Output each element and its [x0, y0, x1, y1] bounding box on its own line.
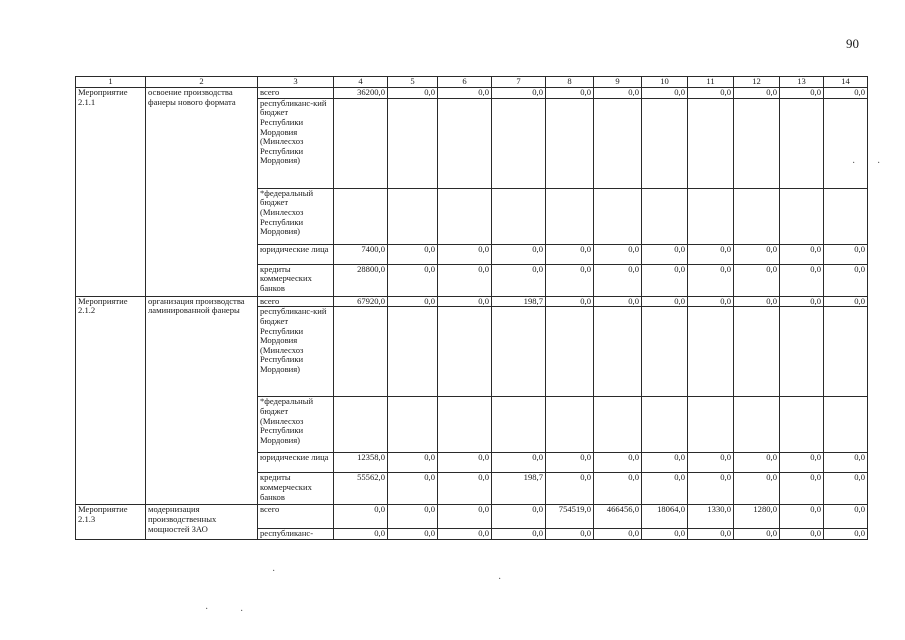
value-cell — [438, 98, 492, 188]
value-cell: 0,0 — [438, 453, 492, 473]
value-cell: 12358,0 — [334, 453, 388, 473]
header-cell: 8 — [546, 77, 594, 88]
value-cell — [546, 397, 594, 453]
budget-table — [75, 76, 868, 540]
value-cell: 0,0 — [594, 473, 642, 505]
value-cell: 0,0 — [688, 264, 734, 296]
value-cell — [438, 188, 492, 244]
header-cell: 14 — [824, 77, 868, 88]
value-cell: 0,0 — [642, 88, 688, 99]
header-cell: 12 — [734, 77, 780, 88]
value-cell: 0,0 — [438, 296, 492, 307]
value-cell: 0,0 — [642, 244, 688, 264]
header-cell: 11 — [688, 77, 734, 88]
value-cell: 0,0 — [688, 88, 734, 99]
value-cell — [780, 188, 824, 244]
value-cell: 0,0 — [546, 473, 594, 505]
value-cell: 18064,0 — [642, 505, 688, 529]
value-cell: 0,0 — [388, 244, 438, 264]
funding-source: юридические лица — [258, 244, 334, 264]
value-cell: 0,0 — [492, 88, 546, 99]
value-cell — [492, 98, 546, 188]
value-cell: 0,0 — [492, 505, 546, 529]
value-cell: 0,0 — [438, 473, 492, 505]
event-name: модернизация производственных мощностей ЗАО — [146, 505, 258, 540]
value-cell — [642, 307, 688, 397]
funding-source: *федеральный бюджет (Минлесхоз Республики Мордовия) — [258, 397, 334, 453]
value-cell: 0,0 — [594, 264, 642, 296]
value-cell — [334, 98, 388, 188]
value-cell — [492, 188, 546, 244]
funding-source: всего — [258, 505, 334, 529]
value-cell: 0,0 — [388, 453, 438, 473]
value-cell: 0,0 — [334, 505, 388, 529]
header-cell: 4 — [334, 77, 388, 88]
value-cell — [388, 307, 438, 397]
value-cell — [780, 98, 824, 188]
value-cell: 0,0 — [734, 244, 780, 264]
value-cell — [688, 98, 734, 188]
funding-source: юридические лица — [258, 453, 334, 473]
value-cell — [642, 188, 688, 244]
funding-source: всего — [258, 296, 334, 307]
header-cell: 1 — [76, 77, 146, 88]
value-cell — [734, 98, 780, 188]
table-row — [76, 296, 868, 307]
value-cell: 754519,0 — [546, 505, 594, 529]
value-cell: 0,0 — [780, 264, 824, 296]
value-cell: 0,0 — [780, 296, 824, 307]
value-cell: 0,0 — [824, 296, 868, 307]
value-cell: 0,0 — [688, 296, 734, 307]
value-cell — [688, 188, 734, 244]
table-row — [76, 88, 868, 99]
value-cell: 0,0 — [642, 453, 688, 473]
table-row — [76, 505, 868, 529]
value-cell: 0,0 — [438, 529, 492, 540]
value-cell: 0,0 — [492, 264, 546, 296]
value-cell: 67920,0 — [334, 296, 388, 307]
page-number: 90 — [846, 36, 859, 51]
value-cell: 0,0 — [492, 453, 546, 473]
value-cell — [388, 188, 438, 244]
value-cell: 0,0 — [546, 529, 594, 540]
value-cell — [734, 188, 780, 244]
value-cell — [642, 98, 688, 188]
value-cell: 0,0 — [594, 244, 642, 264]
value-cell: 0,0 — [642, 264, 688, 296]
value-cell — [388, 397, 438, 453]
value-cell: 0,0 — [492, 244, 546, 264]
value-cell — [438, 397, 492, 453]
value-cell — [688, 397, 734, 453]
value-cell: 0,0 — [780, 505, 824, 529]
value-cell: 1280,0 — [734, 505, 780, 529]
value-cell — [734, 397, 780, 453]
value-cell — [734, 307, 780, 397]
value-cell — [780, 397, 824, 453]
event-name: освоение производства фанеры нового формата — [146, 88, 258, 297]
value-cell: 0,0 — [438, 264, 492, 296]
header-cell: 10 — [642, 77, 688, 88]
funding-source: республиканс-кий бюджет Республики Мордовия (Минлесхоз Республики Мордовия) — [258, 98, 334, 188]
header-cell: 3 — [258, 77, 334, 88]
value-cell: 0,0 — [438, 244, 492, 264]
value-cell: 0,0 — [824, 505, 868, 529]
value-cell — [388, 98, 438, 188]
value-cell: 0,0 — [780, 529, 824, 540]
value-cell: 0,0 — [734, 529, 780, 540]
value-cell: 0,0 — [642, 296, 688, 307]
value-cell: 0,0 — [824, 473, 868, 505]
value-cell — [594, 397, 642, 453]
value-cell: 0,0 — [734, 296, 780, 307]
value-cell: 0,0 — [546, 264, 594, 296]
value-cell: 0,0 — [594, 453, 642, 473]
value-cell: 55562,0 — [334, 473, 388, 505]
event-id: Мероприятие 2.1.3 — [76, 505, 146, 540]
value-cell — [492, 307, 546, 397]
value-cell: 0,0 — [438, 505, 492, 529]
value-cell: 198,7 — [492, 296, 546, 307]
value-cell: 198,7 — [492, 473, 546, 505]
header-cell: 2 — [146, 77, 258, 88]
value-cell: 0,0 — [492, 529, 546, 540]
value-cell: 0,0 — [388, 296, 438, 307]
funding-source: кредиты коммерческих банков — [258, 473, 334, 505]
value-cell — [824, 307, 868, 397]
value-cell: 0,0 — [688, 453, 734, 473]
header-row — [76, 77, 868, 88]
value-cell: 0,0 — [734, 264, 780, 296]
value-cell — [824, 188, 868, 244]
value-cell: 0,0 — [824, 453, 868, 473]
value-cell — [688, 307, 734, 397]
value-cell: 0,0 — [734, 88, 780, 99]
value-cell: 1330,0 — [688, 505, 734, 529]
value-cell — [334, 188, 388, 244]
value-cell: 0,0 — [388, 88, 438, 99]
value-cell: 0,0 — [824, 264, 868, 296]
value-cell — [546, 188, 594, 244]
value-cell: 0,0 — [546, 244, 594, 264]
header-cell: 13 — [780, 77, 824, 88]
value-cell: 0,0 — [780, 244, 824, 264]
value-cell: 0,0 — [388, 264, 438, 296]
value-cell: 0,0 — [438, 88, 492, 99]
value-cell — [780, 307, 824, 397]
value-cell — [546, 98, 594, 188]
value-cell — [594, 307, 642, 397]
value-cell: 0,0 — [824, 244, 868, 264]
value-cell: 0,0 — [688, 244, 734, 264]
value-cell — [642, 397, 688, 453]
value-cell — [824, 397, 868, 453]
value-cell: 0,0 — [388, 505, 438, 529]
value-cell: 0,0 — [546, 88, 594, 99]
value-cell: 0,0 — [824, 529, 868, 540]
value-cell — [334, 397, 388, 453]
value-cell: 7400,0 — [334, 244, 388, 264]
value-cell: 0,0 — [334, 529, 388, 540]
value-cell: 0,0 — [388, 529, 438, 540]
value-cell: 36200,0 — [334, 88, 388, 99]
funding-source: республиканс-кий бюджет Республики Мордовия (Минлесхоз Республики Мордовия) — [258, 307, 334, 397]
value-cell: 0,0 — [734, 453, 780, 473]
value-cell: 0,0 — [780, 473, 824, 505]
value-cell: 466456,0 — [594, 505, 642, 529]
value-cell: 0,0 — [594, 529, 642, 540]
header-cell: 6 — [438, 77, 492, 88]
value-cell — [492, 397, 546, 453]
value-cell — [438, 307, 492, 397]
value-cell — [594, 188, 642, 244]
value-cell — [824, 98, 868, 188]
value-cell: 28800,0 — [334, 264, 388, 296]
value-cell: 0,0 — [780, 88, 824, 99]
value-cell: 0,0 — [688, 473, 734, 505]
value-cell: 0,0 — [388, 473, 438, 505]
funding-source: всего — [258, 88, 334, 99]
value-cell: 0,0 — [642, 529, 688, 540]
event-id: Мероприятие 2.1.1 — [76, 88, 146, 297]
funding-source: кредиты коммерческих банков — [258, 264, 334, 296]
value-cell: 0,0 — [594, 88, 642, 99]
value-cell: 0,0 — [824, 88, 868, 99]
value-cell: 0,0 — [594, 296, 642, 307]
value-cell: 0,0 — [688, 529, 734, 540]
value-cell: 0,0 — [780, 453, 824, 473]
value-cell: 0,0 — [642, 473, 688, 505]
header-cell: 9 — [594, 77, 642, 88]
value-cell — [334, 307, 388, 397]
event-name: организация производства ламинированной фанеры — [146, 296, 258, 505]
header-cell: 7 — [492, 77, 546, 88]
event-id: Мероприятие 2.1.2 — [76, 296, 146, 505]
value-cell: 0,0 — [734, 473, 780, 505]
value-cell — [594, 98, 642, 188]
header-cell: 5 — [388, 77, 438, 88]
value-cell: 0,0 — [546, 453, 594, 473]
value-cell — [546, 307, 594, 397]
funding-source: республиканс- — [258, 529, 334, 540]
funding-source: *федеральный бюджет (Минлесхоз Республики Мордовия) — [258, 188, 334, 244]
value-cell: 0,0 — [546, 296, 594, 307]
